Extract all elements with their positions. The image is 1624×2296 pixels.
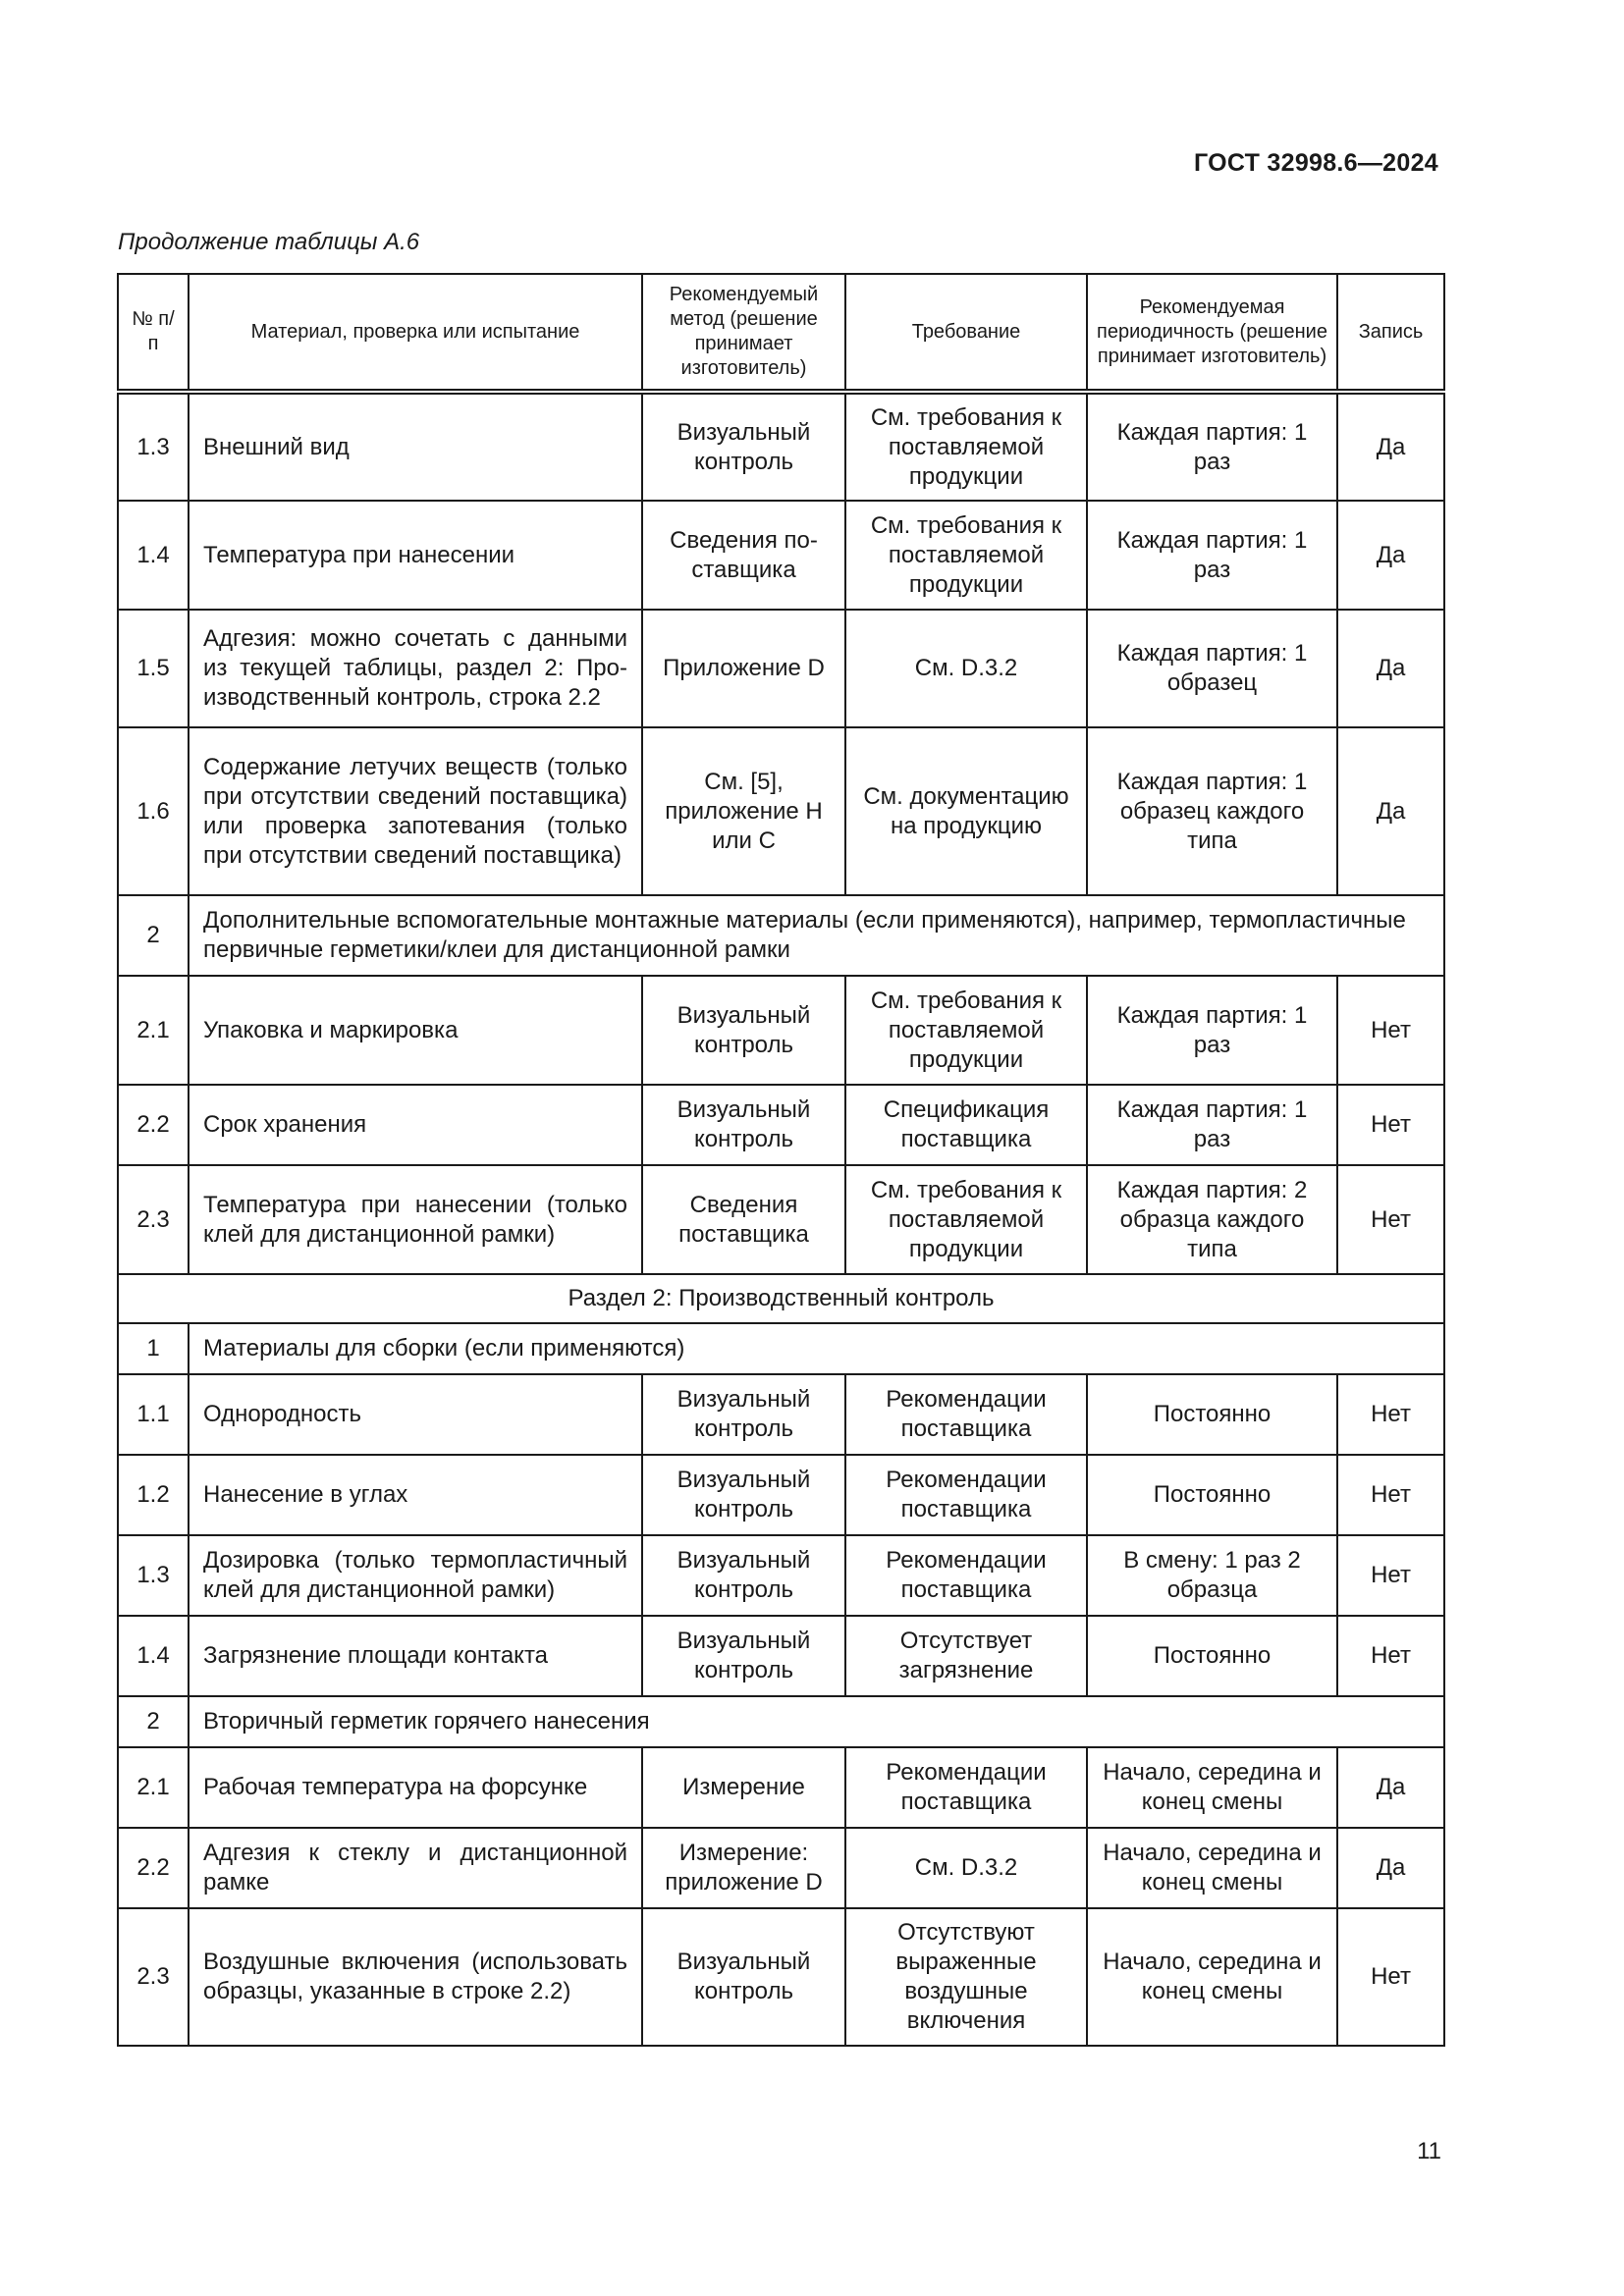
- page-number: 11: [1417, 2138, 1441, 2164]
- periodicity-cell: Каждая партия: 1 раз: [1087, 392, 1337, 501]
- row-number: 1.3: [118, 1535, 189, 1616]
- table-row: [118, 1085, 1444, 1165]
- periodicity-cell: Каждая партия: 1 образец каждого типа: [1087, 727, 1337, 895]
- requirement-cell: Рекомендации поставщика: [845, 1374, 1087, 1455]
- material-cell: Загрязнение площади контакта: [189, 1616, 642, 1696]
- table-row: [118, 392, 1444, 501]
- material-cell: Однородность: [189, 1374, 642, 1455]
- row-number: 1.4: [118, 1616, 189, 1696]
- record-cell: Да: [1337, 1828, 1444, 1908]
- record-cell: Нет: [1337, 1085, 1444, 1165]
- table-row: [118, 976, 1444, 1085]
- record-cell: Да: [1337, 727, 1444, 895]
- row-number: 2: [118, 1696, 189, 1747]
- row-number: 1.3: [118, 392, 189, 501]
- group-title: Материалы для сборки (если применяются): [189, 1323, 1444, 1374]
- requirement-cell: Спецификация поставщика: [845, 1085, 1087, 1165]
- periodicity-cell: Начало, середина и конец смены: [1087, 1908, 1337, 2046]
- method-cell: Визуальный контроль: [642, 1455, 845, 1535]
- material-cell: Внешний вид: [189, 392, 642, 501]
- method-cell: Визуальный контроль: [642, 1908, 845, 2046]
- periodicity-cell: Каждая партия: 1 раз: [1087, 1085, 1337, 1165]
- record-cell: Нет: [1337, 1165, 1444, 1274]
- table-row: [118, 1165, 1444, 1274]
- row-number: 1: [118, 1323, 189, 1374]
- method-cell: Визуальный контроль: [642, 1374, 845, 1455]
- table-body: [118, 392, 1444, 2046]
- column-header-material: Материал, проверка или испытание: [189, 274, 642, 392]
- table-row: [118, 1374, 1444, 1455]
- group-title: Вторичный герметик горячего нанесения: [189, 1696, 1444, 1747]
- column-header-record: Запись: [1337, 274, 1444, 392]
- material-cell: Нанесение в углах: [189, 1455, 642, 1535]
- method-cell: Визуальный контроль: [642, 1085, 845, 1165]
- periodicity-cell: Постоянно: [1087, 1455, 1337, 1535]
- record-cell: Да: [1337, 392, 1444, 501]
- group-row: [118, 895, 1444, 976]
- row-number: 2.2: [118, 1085, 189, 1165]
- periodicity-cell: Каждая партия: 1 образец: [1087, 610, 1337, 727]
- requirement-cell: Отсутствуют выраженные воздушные включения: [845, 1908, 1087, 2046]
- material-cell: Адгезия к стеклу и дистанционной рамке: [189, 1828, 642, 1908]
- section-row: [118, 1274, 1444, 1323]
- row-number: 2.1: [118, 1747, 189, 1828]
- row-number: 2.1: [118, 976, 189, 1085]
- table-row: [118, 501, 1444, 610]
- method-cell: Визуальный контроль: [642, 1616, 845, 1696]
- method-cell: См. [5], приложение H или C: [642, 727, 845, 895]
- table-row: [118, 1455, 1444, 1535]
- table-row: [118, 1828, 1444, 1908]
- table-row: [118, 1908, 1444, 2046]
- record-cell: Нет: [1337, 1455, 1444, 1535]
- requirements-table: [117, 273, 1445, 2047]
- requirement-cell: Отсутствует загрязнение: [845, 1616, 1087, 1696]
- group-title: Дополнительные вспомогательные монтажные материалы (если применяются), например, термопластичные первичные герметики/клеи для дистанционной рамки: [189, 895, 1444, 976]
- section-title: Раздел 2: Производственный контроль: [118, 1274, 1444, 1323]
- table-row: [118, 1535, 1444, 1616]
- record-cell: Нет: [1337, 1535, 1444, 1616]
- material-cell: Рабочая температура на форсунке: [189, 1747, 642, 1828]
- material-cell: Дозировка (только термопластичный клей для дистанционной рамки): [189, 1535, 642, 1616]
- record-cell: Нет: [1337, 976, 1444, 1085]
- material-cell: Температура при нанесении (только клей для дистанционной рамки): [189, 1165, 642, 1274]
- method-cell: Измерение: приложение D: [642, 1828, 845, 1908]
- column-header-method: Рекомендуемый метод (решение принимает изготовитель): [642, 274, 845, 392]
- periodicity-cell: В смену: 1 раз 2 образца: [1087, 1535, 1337, 1616]
- column-header-periodicity: Рекомендуемая периодичность (решение принимает изготовитель): [1087, 274, 1337, 392]
- requirement-cell: См. D.3.2: [845, 610, 1087, 727]
- periodicity-cell: Постоянно: [1087, 1616, 1337, 1696]
- row-number: 2: [118, 895, 189, 976]
- row-number: 1.6: [118, 727, 189, 895]
- method-cell: Измерение: [642, 1747, 845, 1828]
- method-cell: Визуальный контроль: [642, 1535, 845, 1616]
- periodicity-cell: Постоянно: [1087, 1374, 1337, 1455]
- requirement-cell: См. требования к поставляемой продукции: [845, 392, 1087, 501]
- requirement-cell: Рекомендации поставщика: [845, 1455, 1087, 1535]
- method-cell: Приложение D: [642, 610, 845, 727]
- table-header-row: [118, 274, 1444, 392]
- record-cell: Нет: [1337, 1374, 1444, 1455]
- method-cell: Визуальный контроль: [642, 976, 845, 1085]
- periodicity-cell: Начало, середина и конец смены: [1087, 1828, 1337, 1908]
- document-code: ГОСТ 32998.6—2024: [1193, 149, 1438, 177]
- group-row: [118, 1696, 1444, 1747]
- material-cell: Упаковка и маркировка: [189, 976, 642, 1085]
- table-row: [118, 610, 1444, 727]
- periodicity-cell: Каждая партия: 2 образца каждого типа: [1087, 1165, 1337, 1274]
- requirement-cell: Рекомендации поставщика: [845, 1747, 1087, 1828]
- table-row: [118, 727, 1444, 895]
- row-number: 1.2: [118, 1455, 189, 1535]
- requirement-cell: См. требования к поставляемой продукции: [845, 501, 1087, 610]
- periodicity-cell: Каждая партия: 1 раз: [1087, 976, 1337, 1085]
- record-cell: Да: [1337, 610, 1444, 727]
- table-caption: Продолжение таблицы А.6: [118, 229, 420, 255]
- material-cell: Содержание летучих веществ (только при отсутствии сведений поставщика) или проверка запотевания (только при отсутствии сведений поставщика): [189, 727, 642, 895]
- method-cell: Сведения поставщика: [642, 501, 845, 610]
- record-cell: Нет: [1337, 1908, 1444, 2046]
- table-row: [118, 1616, 1444, 1696]
- requirement-cell: См. документацию на продукцию: [845, 727, 1087, 895]
- requirement-cell: См. D.3.2: [845, 1828, 1087, 1908]
- row-number: 2.2: [118, 1828, 189, 1908]
- record-cell: Нет: [1337, 1616, 1444, 1696]
- periodicity-cell: Начало, середина и конец смены: [1087, 1747, 1337, 1828]
- table-row: [118, 1747, 1444, 1828]
- requirement-cell: См. требования к поставляемой продукции: [845, 1165, 1087, 1274]
- row-number: 1.4: [118, 501, 189, 610]
- method-cell: Сведения поставщика: [642, 1165, 845, 1274]
- material-cell: Воздушные включения (использовать образцы, указанные в строке 2.2): [189, 1908, 642, 2046]
- row-number: 1.1: [118, 1374, 189, 1455]
- group-row: [118, 1323, 1444, 1374]
- requirement-cell: Рекомендации поставщика: [845, 1535, 1087, 1616]
- column-header-requirement: Требование: [845, 274, 1087, 392]
- method-cell: Визуальный контроль: [642, 392, 845, 501]
- column-header-number: № п/п: [118, 274, 189, 392]
- periodicity-cell: Каждая партия: 1 раз: [1087, 501, 1337, 610]
- requirement-cell: См. требования к поставляемой продукции: [845, 976, 1087, 1085]
- row-number: 1.5: [118, 610, 189, 727]
- record-cell: Да: [1337, 501, 1444, 610]
- record-cell: Да: [1337, 1747, 1444, 1828]
- material-cell: Адгезия: можно сочетать с данными из текущей таблицы, раздел 2: Производственный контроль, строка 2.2: [189, 610, 642, 727]
- row-number: 2.3: [118, 1165, 189, 1274]
- row-number: 2.3: [118, 1908, 189, 2046]
- material-cell: Срок хранения: [189, 1085, 642, 1165]
- material-cell: Температура при нанесении: [189, 501, 642, 610]
